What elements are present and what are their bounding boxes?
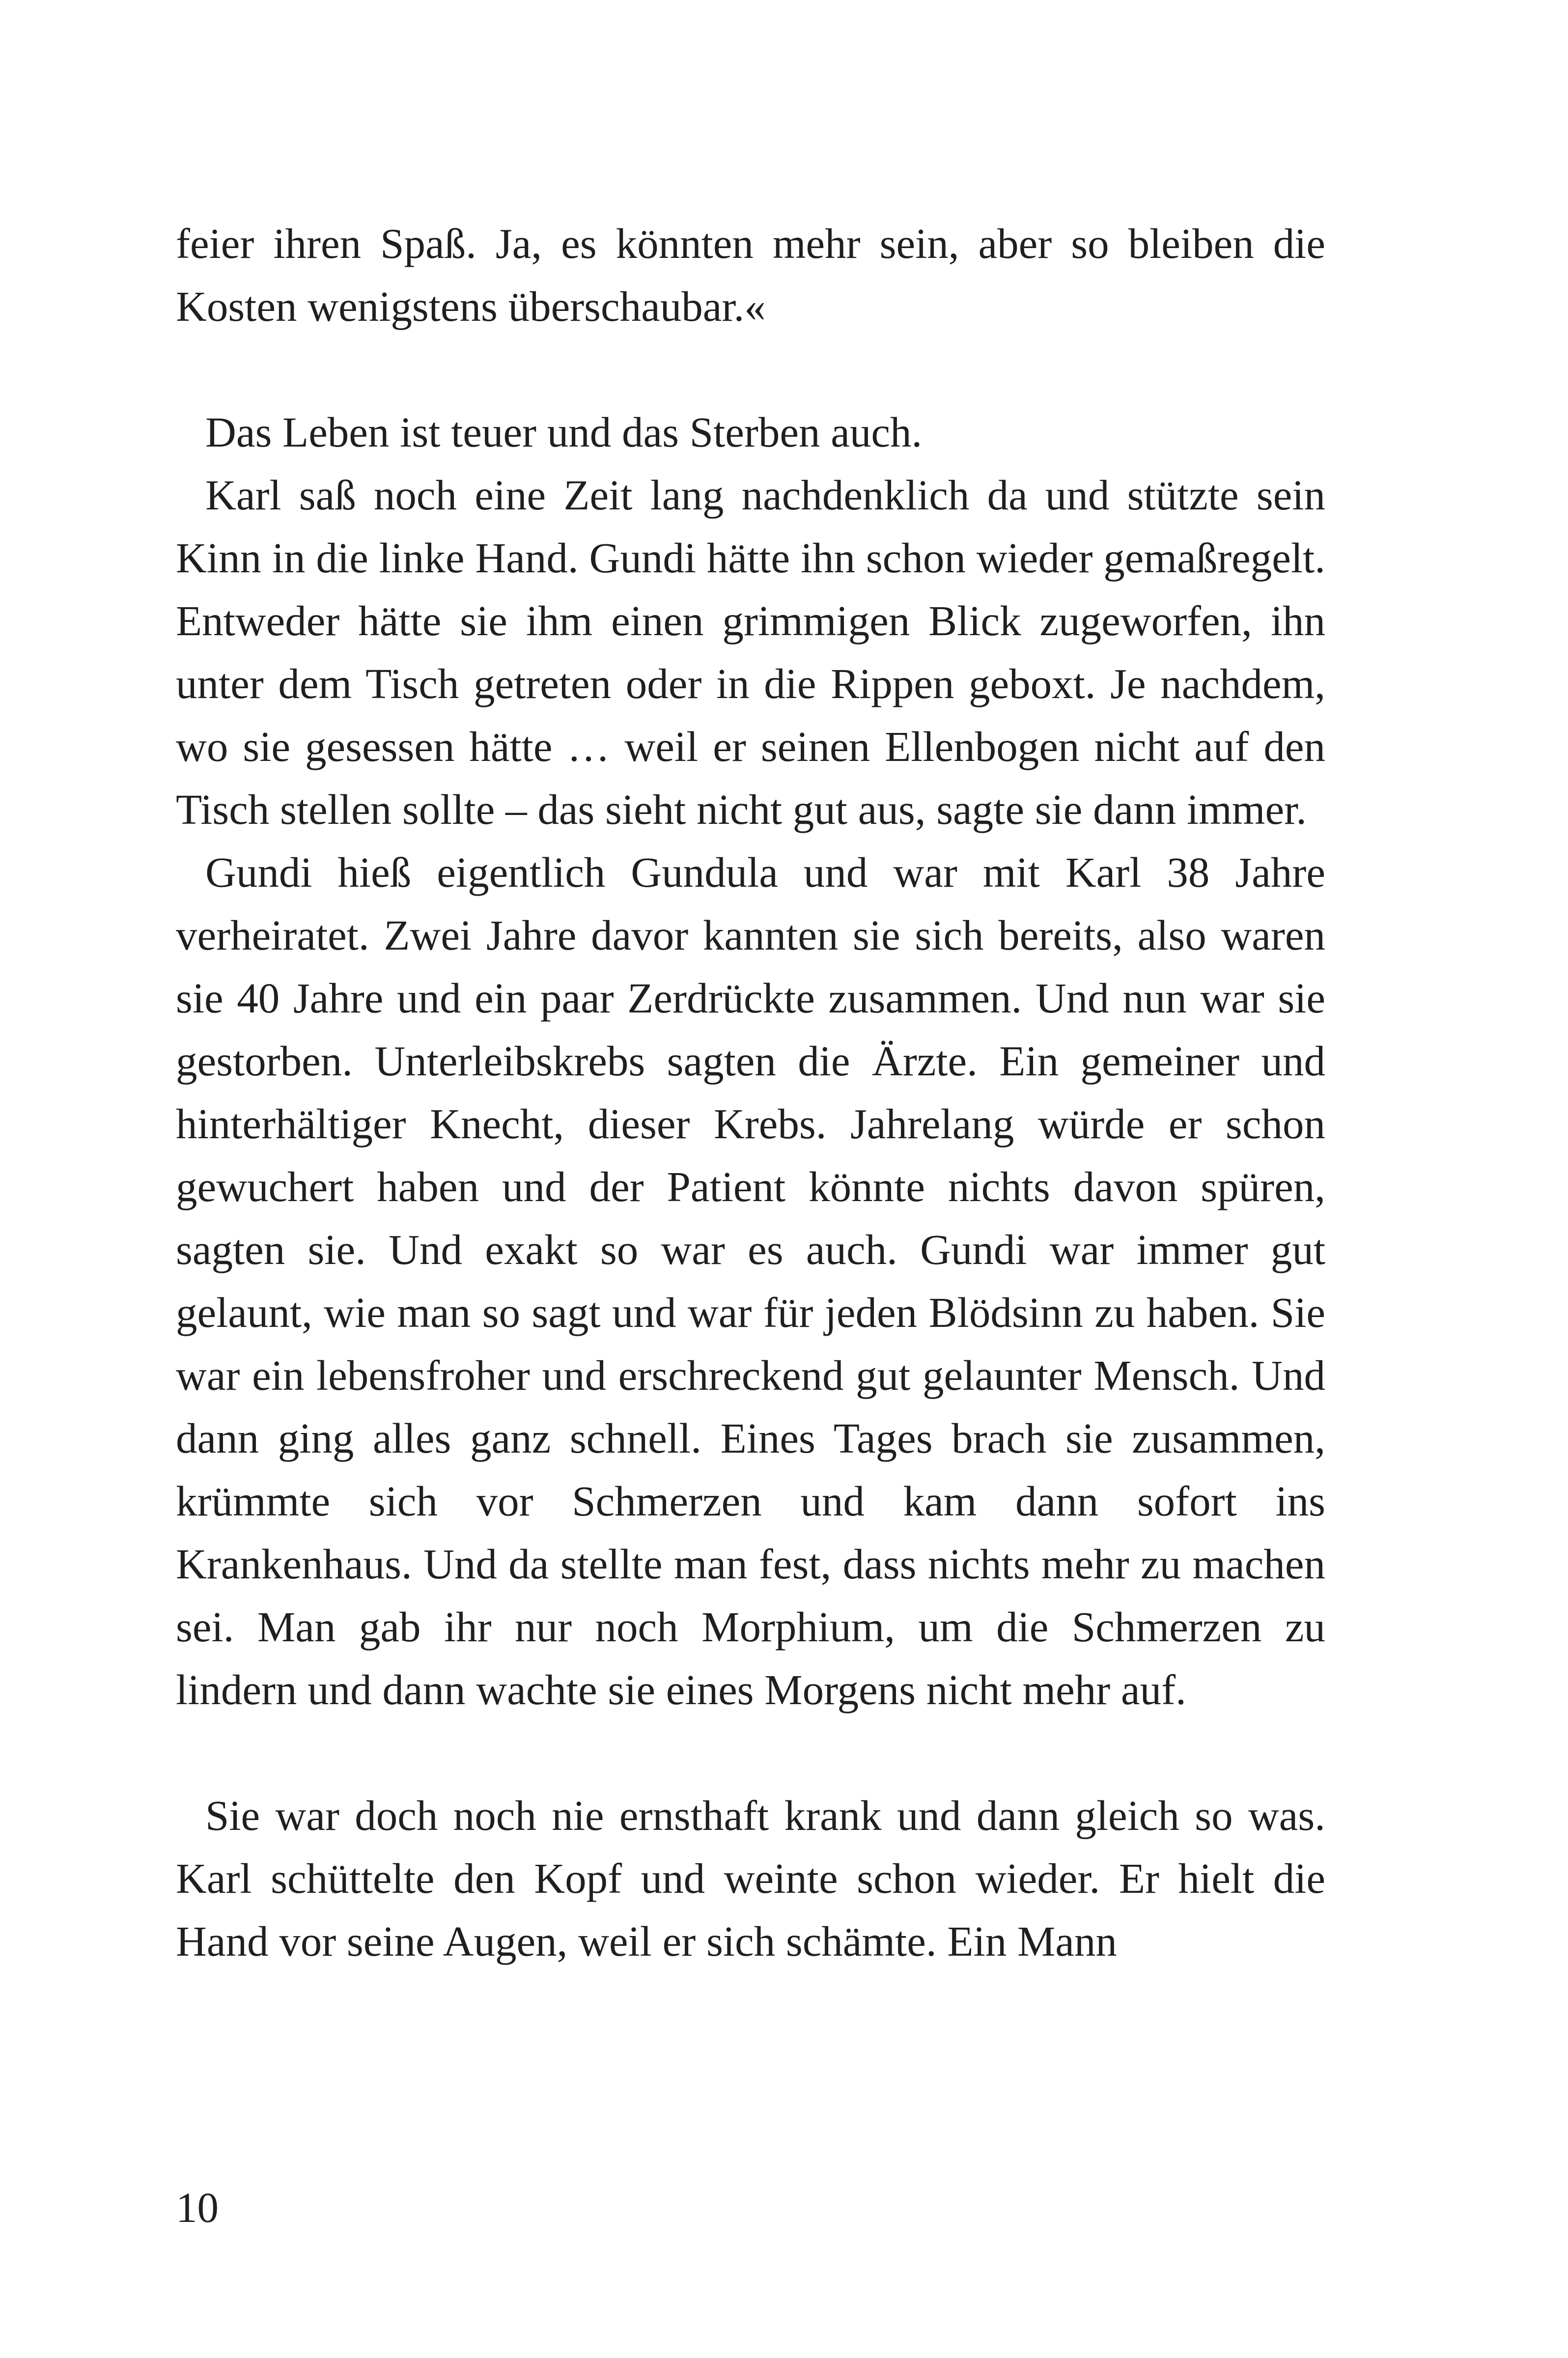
paragraph-continuation: feier ihren Spaß. Ja, es könnten mehr sein, aber so bleiben die Kosten wenigstens überschaubar.« [176,220,1325,330]
paragraph: Gundi hieß eigentlich Gundula und war mit Karl 38 Jahre verheiratet. Zwei Jahre davor kannten sie sich bereits, also waren sie 40 Jahre und ein paar Zerdrückte zusammen. Und nun war sie gestorben. Unterleibskrebs sagten die Ärzte. Ein gemeiner und hinterhältiger Knecht, dieser Krebs. Jahrelang würde er schon gewuchert haben und der Patient könnte nichts davon spüren, sagten sie. Und exakt so war es auch. Gundi war immer gut gelaunt, wie man so sagt und war für jeden Blödsinn zu haben. Sie war ein lebensfroher und erschreckend gut gelaunter Mensch. Und dann ging alles ganz schnell. Eines Tages brach sie zusammen, krümmte sich vor Schmerzen und kam dann sofort ins Krankenhaus. Und da stellte man fest, dass nichts mehr zu machen sei. Man gab ihr nur noch Morphium, um die Schmerzen zu lindern und dann wachte sie eines Morgens nicht mehr auf. [176,848,1325,1713]
body-text [176,212,1325,1973]
section-gap [176,1721,1325,1784]
page-number: 10 [176,2184,219,2231]
paragraph: Karl saß noch eine Zeit lang nachdenklich da und stützte sein Kinn in die linke Hand. Gundi hätte ihn schon wieder gemaßregelt. Entweder hätte sie ihm einen grimmigen Blick zugeworfen, ihn unter dem Tisch getreten oder in die Rippen geboxt. Je nachdem, wo sie gesessen hätte … weil er seinen Ellenbogen nicht auf den Tisch stellen sollte – das sieht nicht gut aus, sagte sie dann immer. [176,471,1325,833]
section-gap [176,338,1325,401]
paragraph: Sie war doch noch nie ernsthaft krank und dann gleich so was. Karl schüttelte den Kopf und weinte schon wieder. Er hielt die Hand vor seine Augen, weil er sich schämte. Ein Mann [176,1792,1325,1965]
paragraph: Das Leben ist teuer und das Sterben auch. [205,408,923,456]
